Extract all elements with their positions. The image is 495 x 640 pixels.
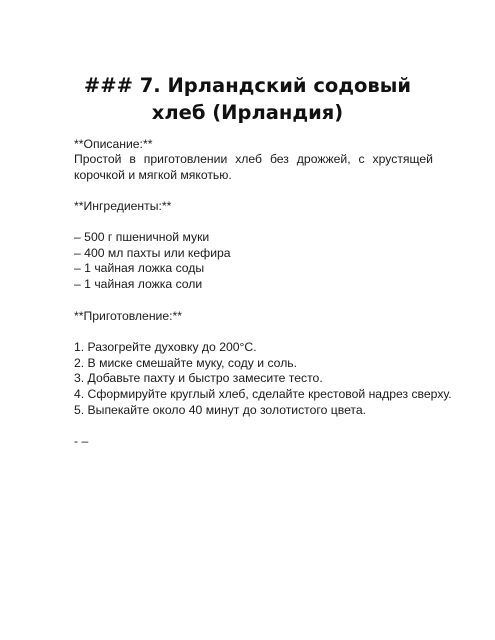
preparation-step: 4. Сформируйте круглый хлеб, сделайте крестовой надрез сверху. [74,387,452,402]
description-text: Простой в приготовлении хлеб без дрожжей, с хрустящей корочкой и мягкой мякотью. [74,152,433,182]
ingredient-item: – 1 чайная ложка соли [74,277,203,292]
ingredient-item: – 500 г пшеничной муки [74,230,210,244]
preparation-label: **Приготовление:** [74,309,183,323]
preparation-step: 3. Добавьте пахту и быстро замесите тесто. [74,371,323,386]
description-label: **Описание:** [74,137,153,151]
preparation-steps [74,340,452,419]
preparation-step: 2. В миске смешайте муку, соду и соль. [74,355,298,370]
preparation-step: 5. Выпекайте около 40 минут до золотистого цвета. [74,402,367,417]
recipe-title: ### 7. Ирландский содовый хлеб (Ирландия) [83,74,412,124]
ingredients-list [74,230,433,293]
ingredients-label: **Ингредиенты:** [74,199,172,213]
ingredient-item: – 1 чайная ложка соды [74,261,205,276]
preparation-step: 1. Разогрейте духовку до 200°C. [74,340,257,354]
ingredient-item: – 400 мл пахты или кефира [74,245,231,260]
section-separator: - – [74,434,89,448]
